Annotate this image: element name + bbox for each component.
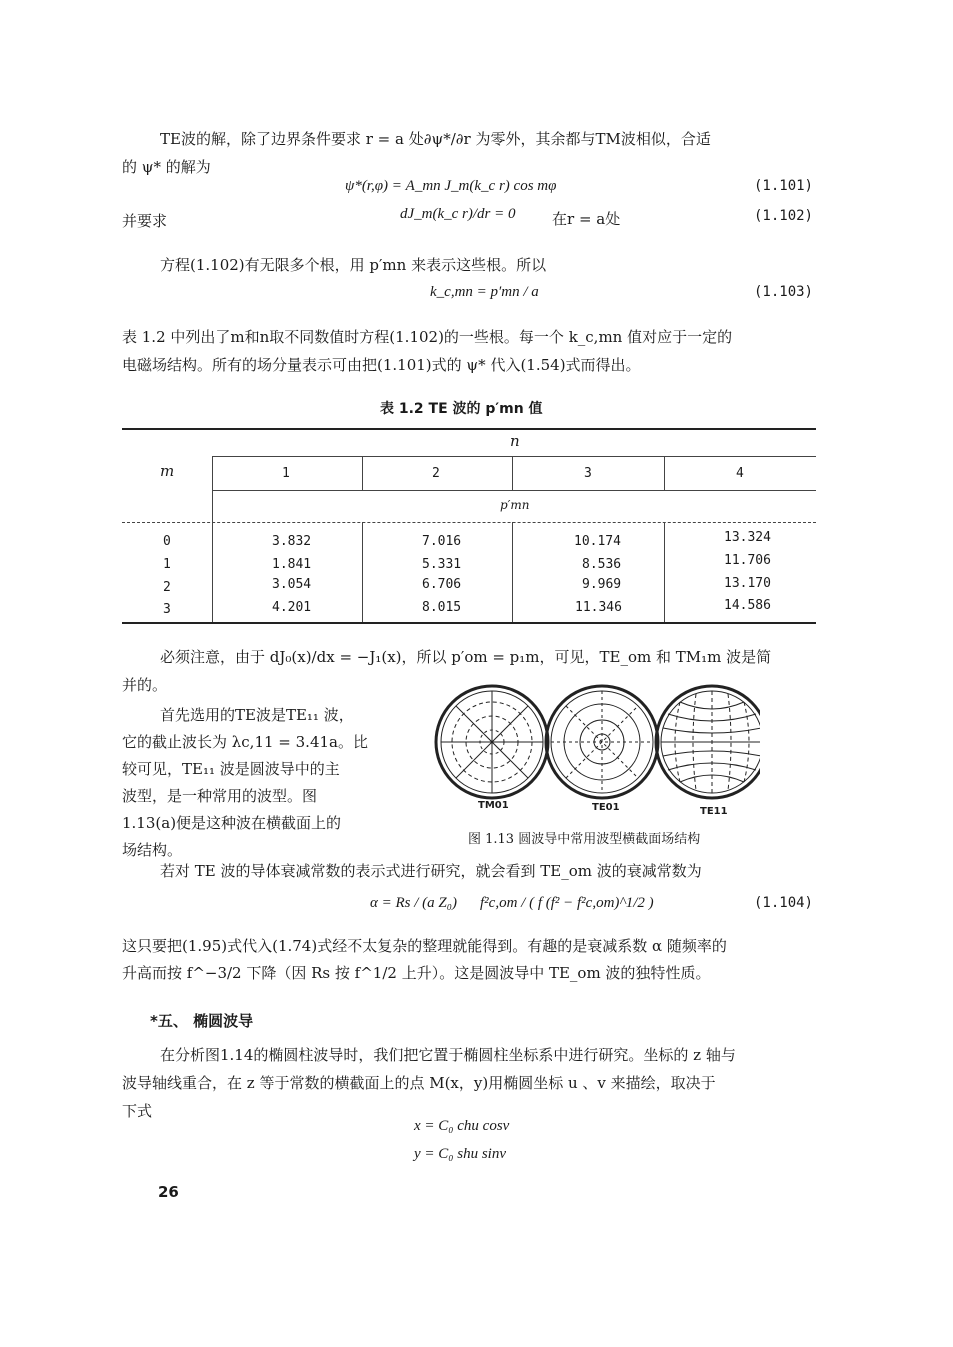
table-cell: 13.170 <box>724 576 771 591</box>
table-top-rule <box>122 428 816 430</box>
table-vline-2a <box>362 456 363 490</box>
table-cell-m: 0 <box>163 534 171 549</box>
para4-line1: 必须注意，由于 dJ₀(x)/dx = −J₁(x)，所以 p′om = p₁m，可见，TE_om 和 TM₁m 波是简 <box>160 648 772 666</box>
table-value-header: p′mn <box>500 498 530 512</box>
table-cell: 5.331 <box>422 557 462 572</box>
eq102-prefix: 并要求 <box>122 212 168 230</box>
para3-line2: 电磁场结构。所有的场分量表示可由把(1.101)式的 ψ* 代入(1.54)式而得出。 <box>122 356 641 374</box>
figure-label-tm01: TM01 <box>478 800 509 811</box>
table-cell: 14.586 <box>724 598 771 613</box>
table-cell: 4.201 <box>272 600 312 615</box>
para8-line1: 在分析图1.14的椭圆柱波导时，我们把它置于椭圆柱坐标系中进行研究。坐标的 z 轴与 <box>160 1046 736 1064</box>
table-cell: 13.324 <box>724 530 771 545</box>
table-vline-1 <box>212 456 213 622</box>
para5-line: 场结构。 <box>122 841 183 859</box>
equation-1-104-left: α = Rs / (a Z₀) <box>370 895 457 911</box>
equation-x: x = C₀ chu cosv <box>414 1118 510 1134</box>
equation-1-102: dJ_m(k_c r)/dr = 0 <box>400 206 516 222</box>
para7-line2: 升高而按 f^−3/2 下降（因 Rs 按 f^1/2 上升）。这是圆波导中 TE_om 波的独特性质。 <box>122 964 711 982</box>
table-col-header: 3 <box>584 466 592 481</box>
para5-line: 波型，是一种常用的波型。图 <box>122 787 318 805</box>
table-cell: 8.015 <box>422 600 462 615</box>
table-col-group-header: n <box>510 432 520 450</box>
table-vline-3a <box>512 456 513 490</box>
eq102-condition: 在r = a处 <box>552 210 621 228</box>
para3-line1: 表 1.2 中列出了m和n取不同数值时方程(1.102)的一些根。每一个 k_c,mn 值对应于一定的 <box>122 328 733 346</box>
table-bottom-rule <box>122 622 816 624</box>
equation-number-1-103: (1.103) <box>753 284 813 300</box>
table-colhead-rule <box>212 490 816 491</box>
para4-line2: 并的。 <box>122 676 168 694</box>
figure-label-te11: TE11 <box>700 806 728 817</box>
table-vline-3b <box>512 522 513 622</box>
table-cell: 1.841 <box>272 557 312 572</box>
equation-number-1-102: (1.102) <box>753 208 813 224</box>
table-n-rule <box>212 456 816 457</box>
te01-diagram <box>546 686 658 798</box>
table-cell: 7.016 <box>422 534 462 549</box>
table-vline-2b <box>362 522 363 622</box>
tm01-diagram <box>436 686 548 798</box>
para2: 方程(1.102)有无限多个根，用 p′mn 来表示这些根。所以 <box>160 256 547 274</box>
table-cell: 3.054 <box>272 577 312 592</box>
para5-line: 较可见，TE₁₁ 波是圆波导中的主 <box>122 760 340 778</box>
table-cell: 11.706 <box>724 553 771 568</box>
table-cell: 8.536 <box>582 557 622 572</box>
equation-1-103: k_c,mn = p′mn / a <box>430 284 539 300</box>
figure-caption: 图 1.13 圆波导中常用波型横截面场结构 <box>468 832 701 847</box>
table-vline-4b <box>664 522 665 622</box>
figure-label-te01: TE01 <box>592 802 620 813</box>
table-cell: 9.969 <box>582 577 622 592</box>
table-col-header: 1 <box>282 466 290 481</box>
table-vline-4a <box>664 456 665 490</box>
para1-line2: 的 ψ* 的解为 <box>122 158 211 176</box>
table-cell: 3.832 <box>272 534 312 549</box>
section-heading: *五、 椭圆波导 <box>150 1012 254 1030</box>
table-cell-m: 3 <box>163 602 171 617</box>
equation-1-104-right: f²c,om / ( f (f² − f²c,om)^1/2 ) <box>480 895 654 911</box>
para8-line2: 波导轴线重合，在 z 等于常数的横截面上的点 M(x，y)用椭圆坐标 u 、v 来描绘，取决于 <box>122 1074 716 1092</box>
para5-line: 它的截止波长为 λc,11 = 3.41a。比 <box>122 733 368 751</box>
table-cell: 10.174 <box>574 534 621 549</box>
table-col-header: 2 <box>432 466 440 481</box>
table-cell: 11.346 <box>575 600 622 615</box>
table-caption: 表 1.2 TE 波的 p′mn 值 <box>380 401 543 417</box>
table-col-header: 4 <box>736 466 744 481</box>
equation-number-1-101: (1.101) <box>753 178 813 194</box>
table-cell-m: 2 <box>163 580 171 595</box>
page-number: 26 <box>158 1183 179 1201</box>
para8-line3: 下式 <box>122 1102 153 1120</box>
para5-line: 首先选用的TE波是TE₁₁ 波， <box>160 706 354 724</box>
para6: 若对 TE 波的导体衰减常数的表示式进行研究，就会看到 TE_om 波的衰减常数为 <box>160 862 702 880</box>
equation-1-101: ψ*(r,φ) = A_mn J_m(k_c r) cos mφ <box>345 178 557 194</box>
equation-number-1-104: (1.104) <box>753 895 813 911</box>
para5-line: 1.13(a)便是这种波在横截面上的 <box>122 814 342 832</box>
table-cell-m: 1 <box>163 557 171 572</box>
table-header-rule <box>122 522 816 523</box>
table-cell: 6.706 <box>422 577 462 592</box>
equation-y: y = C₀ shu sinv <box>414 1146 506 1162</box>
para1-line1: TE波的解，除了边界条件要求 r = a 处∂ψ*/∂r 为零外，其余都与TM波相似，合适 <box>160 130 711 148</box>
te11-diagram <box>656 686 760 798</box>
para7-line1: 这只要把(1.95)式代入(1.74)式经不太复杂的整理就能得到。有趣的是衰减系数 α 随频率的 <box>122 937 727 955</box>
table-row-header: m <box>160 462 175 480</box>
